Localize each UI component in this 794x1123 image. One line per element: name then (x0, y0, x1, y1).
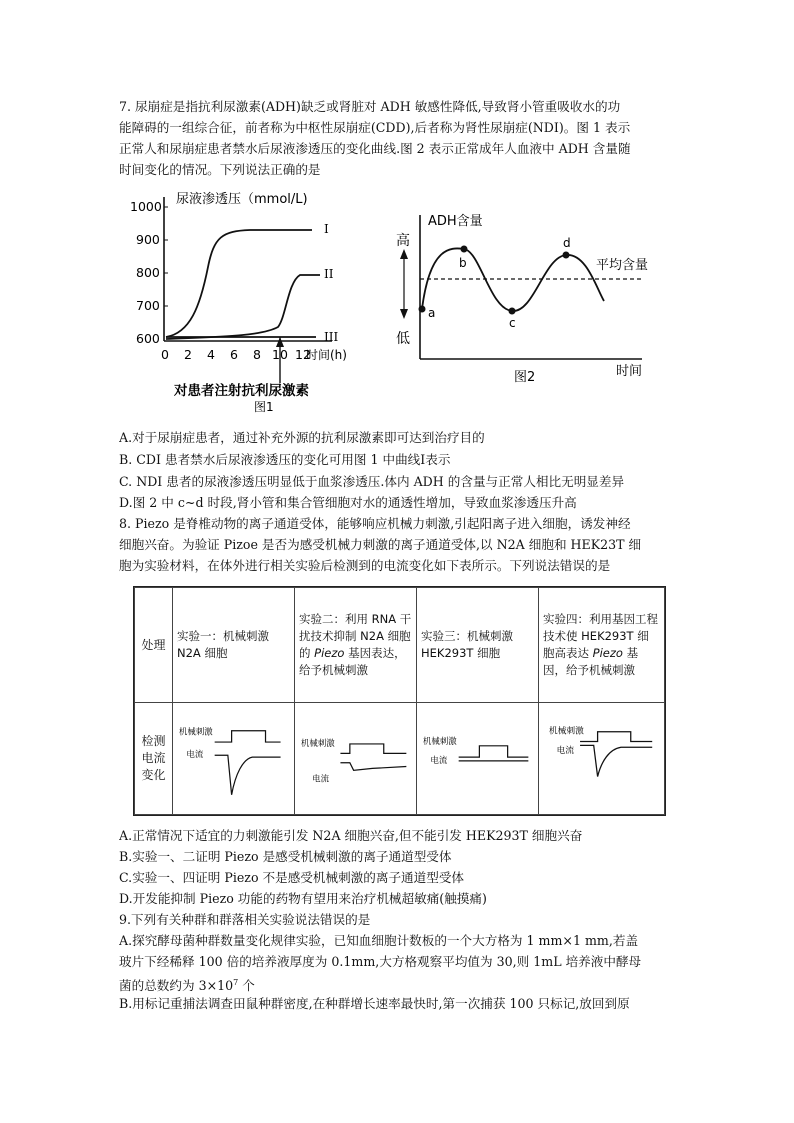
exp4-cell: 实验四：利用基因工程技术使 HEK293T 细胞高表达 Piezo 基因，给予机械刺激 (539, 588, 665, 703)
q8-experiment-table (133, 586, 666, 816)
fig1-annotation: 对患者注射抗利尿激素 (174, 383, 309, 399)
fig1-title: 尿液渗透压（mmol/L) (176, 192, 308, 207)
q7-option-c: C. NDI 患者的尿液渗透压明显低于血浆渗透压.体内 ADH 的含量与正常人相比无明显差异 (119, 474, 625, 489)
q7-figures (130, 187, 670, 417)
fig1-ytick: 900 (136, 232, 160, 247)
fig2-point-b (461, 246, 468, 253)
svg-text:电流: 电流 (186, 748, 204, 759)
fig2-point-label: d (563, 236, 571, 250)
fig1-xtick: 8 (253, 347, 261, 362)
q8-option-b: B.实验一、二证明 Piezo 是感受机械刺激的离子通道型受体 (119, 849, 452, 864)
fig2-point-c (509, 308, 516, 315)
exp1-current-trace (177, 719, 290, 799)
fig1-xtick: 12 (295, 347, 311, 362)
exp3-trace-cell (417, 703, 539, 815)
q9-option-a-line-1: A.探究酵母菌种群数量变化规律实验，已知血细胞计数板的一个大方格为 1 mm×1 mm,若盖 (119, 933, 639, 948)
exp1-cell: 实验一：机械刺激N2A 细胞 (173, 588, 295, 703)
svg-text:机械刺激: 机械刺激 (548, 726, 584, 737)
row-head-treatment: 处理 (135, 588, 173, 703)
figure-2 (396, 214, 648, 385)
fig2-point-a (419, 306, 426, 313)
q7-line-2: 能障碍的一组综合征，前者称为中枢性尿崩症(CDD),后者称为肾性尿崩症(NDI)。图 1 表示 (119, 120, 631, 135)
fig1-curve-2 (166, 275, 320, 339)
svg-text:机械刺激: 机械刺激 (178, 726, 213, 737)
exp3-cell: 实验三：机械刺激HEK293T 细胞 (417, 588, 539, 703)
fig1-curve-label: I (324, 222, 329, 236)
fig2-high-label: 高 (396, 233, 410, 249)
exp4-trace-cell (539, 703, 665, 815)
fig1-ytick: 800 (136, 265, 160, 280)
q8-line-3: 胞为实验材料，在体外进行相关实验后检测到的电流变化如下表所示。下列说法错误的是 (119, 558, 611, 573)
figure-1 (130, 191, 347, 414)
q8-option-c: C.实验一、四证明 Piezo 不是感受机械刺激的离子通道型受体 (119, 870, 465, 885)
q7-option-b: B. CDI 患者禁水后尿液渗透压的变化可用图 1 中曲线Ⅰ表示 (119, 452, 451, 467)
fig2-point-label: b (459, 256, 467, 270)
fig2-x-label: 时间 (616, 364, 643, 379)
q8-option-a: A.正常情况下适宜的力刺激能引发 N2A 细胞兴奋,但不能引发 HEK293T 细胞兴奋 (119, 828, 583, 843)
fig1-curve-label: III (324, 330, 339, 344)
exp3-current-trace (421, 719, 534, 799)
exp2-trace-cell (295, 703, 417, 815)
fig1-xtick: 10 (272, 347, 288, 362)
q8-line-1: 8. Piezo 是脊椎动物的离子通道受体，能够响应机械力刺激,引起阳离子进入细胞，诱发神经 (119, 516, 631, 531)
q9-option-a-line-3: 菌的总数约为 $3\times 10^7$ 个 (119, 978, 255, 994)
q9-option-b-line-1: B.用标记重捕法调查田鼠种群密度,在种群增长速率最快时,第一次捕获 100 只标记,放回到原 (119, 996, 630, 1011)
svg-text:电流: 电流 (556, 745, 575, 756)
q8-option-d: D.开发能抑制 Piezo 功能的药物有望用来治疗机械超敏痛(触摸痛) (119, 891, 487, 906)
fig1-xtick: 6 (230, 347, 238, 362)
fig1-xtick: 2 (184, 347, 192, 362)
fig1-curve-label: II (324, 267, 334, 281)
fig2-point-label: c (509, 316, 516, 330)
exp4-current-trace (543, 719, 660, 799)
q9-stem: 9.下列有关种群和群落相关实验说法错误的是 (119, 912, 371, 927)
q7-line-1: 7. 尿崩症是指抗利尿激素(ADH)缺乏或肾脏对 ADH 敏感性降低,导致肾小管重吸收水的功 (119, 99, 621, 114)
fig2-point-d (563, 252, 570, 259)
fig2-average-label: 平均含量 (596, 258, 649, 273)
q7-option-a: A.对于尿崩症患者，通过补充外源的抗利尿激素即可达到治疗目的 (119, 430, 485, 445)
svg-text:机械刺激: 机械刺激 (300, 737, 335, 748)
exp1-trace-cell (173, 703, 295, 815)
exp2-cell: 实验二：利用 RNA 干扰技术抑制 N2A 细胞的 Piezo 基因表达，给予机械刺激 (295, 588, 417, 703)
q7-figure-svg (130, 187, 670, 417)
fig1-xtick: 4 (207, 347, 215, 362)
fig2-curve (422, 248, 604, 311)
svg-text:电流: 电流 (430, 754, 448, 765)
fig2-low-label: 低 (396, 331, 410, 347)
fig1-caption: 图1 (254, 400, 274, 414)
exp2-current-trace (299, 719, 412, 799)
fig1-curve-1 (166, 230, 312, 337)
fig2-caption: 图2 (514, 370, 536, 385)
row-head-current: 检测电流变化 (135, 703, 173, 815)
fig1-x-unit: 时间(h) (306, 348, 347, 362)
q8-line-2: 细胞兴奋。为验证 Pizoe 是否为感受机械力刺激的离子通道受体,以 N2A 细胞和 HEK23T 细 (119, 537, 642, 552)
svg-text:电流: 电流 (312, 773, 330, 784)
fig1-xtick: 0 (161, 347, 169, 362)
fig2-y-label: ADH含量 (428, 214, 483, 229)
svg-text:机械刺激: 机械刺激 (422, 735, 457, 746)
fig1-ytick: 600 (136, 331, 160, 346)
fig2-point-label: a (428, 306, 436, 320)
q7-line-4: 时间变化的情况。下列说法正确的是 (119, 162, 321, 177)
experiment-table (134, 587, 665, 815)
fig1-ytick: 700 (136, 298, 160, 313)
fig1-ytick: 1000 (130, 199, 162, 214)
q7-line-3: 正常人和尿崩症患者禁水后尿液渗透压的变化曲线.图 2 表示正常成年人血液中 ADH 含量随 (119, 141, 631, 156)
q9-option-a-line-2: 玻片下经稀释 100 倍的培养液厚度为 0.1mm,大方格观察平均值为 30,则 1mL 培养液中酵母 (119, 954, 642, 969)
q7-option-d: D.图 2 中 c~d 时段,肾小管和集合管细胞对水的通透性增加，导致血浆渗透压升高 (119, 495, 577, 510)
